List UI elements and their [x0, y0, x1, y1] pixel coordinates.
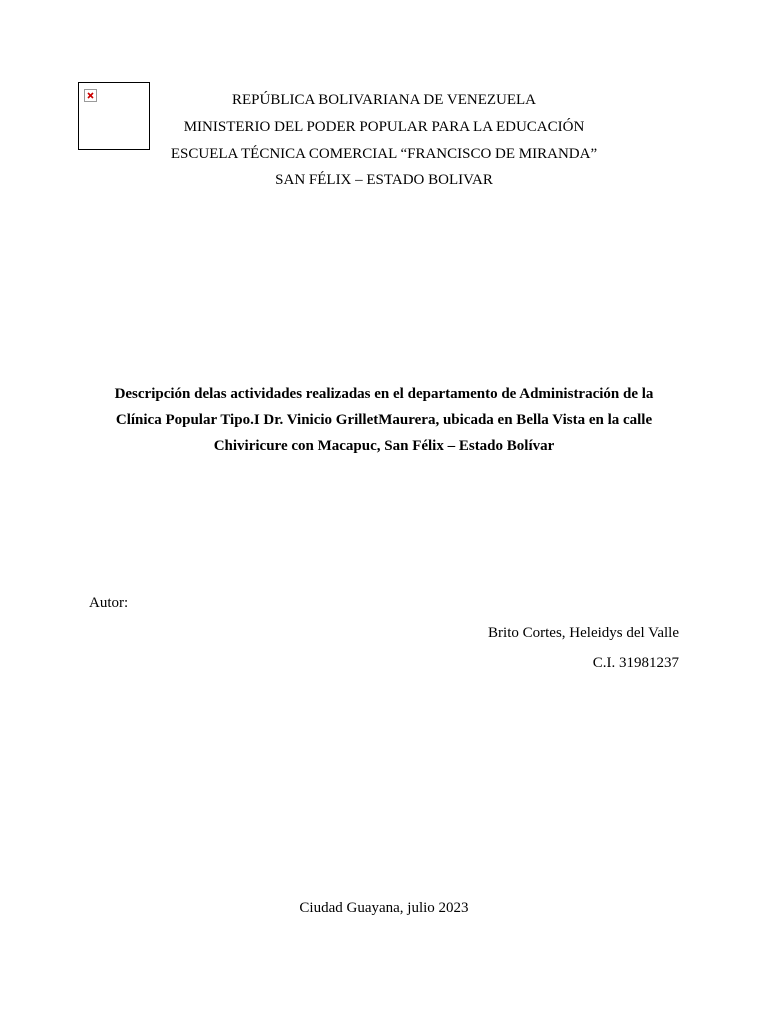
place-date: Ciudad Guayana, julio 2023 [299, 900, 469, 916]
document-title [90, 381, 678, 459]
author-name: Brito Cortes, Heleidys del Valle [488, 625, 679, 641]
title-line-1: Descripción delas actividades realizadas en el departamento de Administración de la [114, 386, 654, 402]
header-ministry: MINISTERIO DEL PODER POPULAR PARA LA EDUCACIÓN [183, 119, 585, 135]
header-republic: REPÚBLICA BOLIVARIANA DE VENEZUELA [231, 92, 537, 108]
author-id: C.I. 31981237 [592, 655, 679, 671]
title-line-2: Clínica Popular Tipo.I Dr. Vinicio GrilletMaurera, ubicada en Bella Vista en la calle [115, 412, 653, 428]
header-location: SAN FÉLIX – ESTADO BOLIVAR [275, 172, 493, 188]
header-school: ESCUELA TÉCNICA COMERCIAL “FRANCISCO DE MIRANDA” [170, 146, 598, 162]
title-line-3: Chiviricure con Macapuc, San Félix – Estado Bolívar [213, 438, 555, 454]
author-label: Autor: [89, 595, 129, 611]
